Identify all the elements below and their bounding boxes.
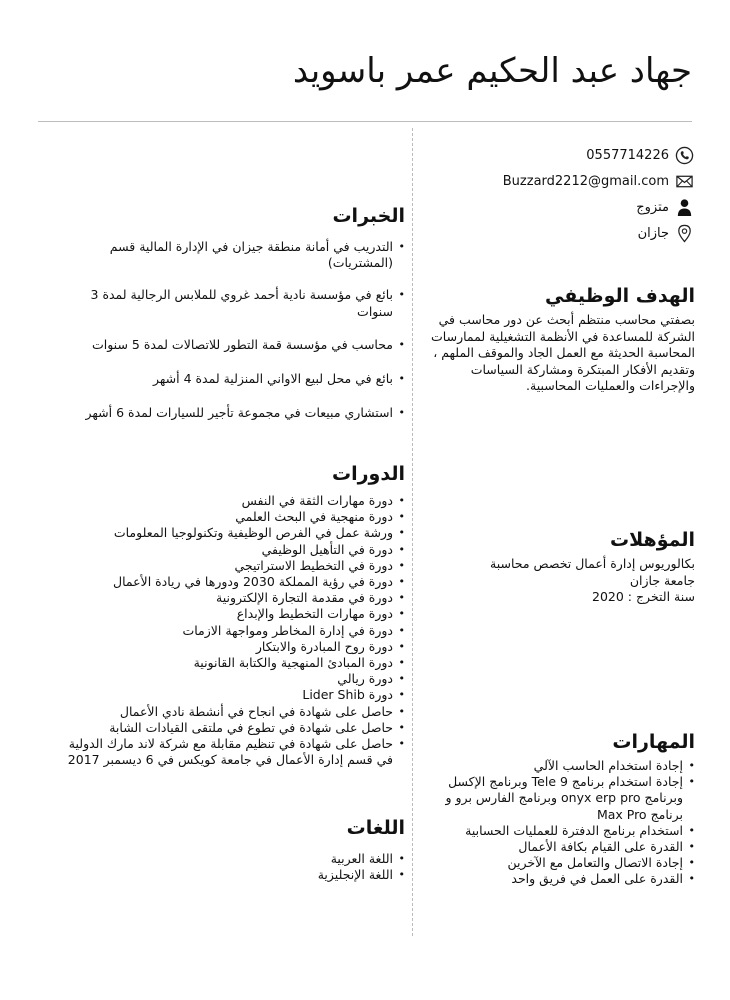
languages-list [60, 851, 405, 883]
email-row [503, 169, 695, 193]
course-item: • دورة منهجية في البحث العلمي [60, 509, 405, 525]
marital-row [636, 195, 695, 219]
course-item: • دورة في مقدمة التجارة الإلكترونية [60, 590, 405, 606]
language-item: • اللغة الإنجليزية [60, 867, 405, 883]
phone-icon [673, 144, 695, 166]
qualifications-text [425, 556, 695, 606]
skills-list [425, 758, 695, 888]
course-item: • دورة في التأهيل الوظيفي [60, 542, 405, 558]
marital-status: متزوج [636, 199, 669, 215]
skill-item: • القدرة على العمل في فريق واحد [425, 871, 695, 887]
qualification-university: جامعة جازان [629, 572, 695, 588]
course-item: • دورة مهارات التخطيط والإبداع [60, 606, 405, 622]
location: جازان [637, 225, 669, 241]
objective-line: بصفتي محاسب منتظم أبحث عن دور محاسب في [438, 312, 695, 327]
column-divider [412, 128, 413, 936]
course-item: • دورة مهارات الثقة في النفس [60, 493, 405, 509]
course-item: • حاصل على شهادة في تطوع في ملتقى القيادات الشابة [60, 720, 405, 736]
course-item: • حاصل على شهادة في انجاح في أنشطة نادي الأعمال [60, 704, 405, 720]
experience-item: • محاسب في مؤسسة قمة التطور للاتصالات لمدة 5 سنوات [60, 337, 405, 353]
experience-list [60, 239, 405, 438]
qualification-degree: بكالوريوس إدارة أعمال تخصص محاسبة [490, 556, 695, 571]
location-pin-icon [673, 222, 695, 244]
phone-row [586, 143, 695, 167]
courses-list [60, 493, 405, 768]
person-icon [673, 196, 695, 218]
experience-item: • بائع في مؤسسة نادية أحمد غروي للملابس الرجالية لمدة 3 سنوات [60, 287, 405, 319]
course-item: • دورة ريالي [60, 671, 405, 687]
languages-heading: اللغات [346, 817, 405, 839]
resume-name: جهاد عبد الحكيم عمر باسويد [292, 51, 692, 91]
objective-heading: الهدف الوظيفي [545, 285, 695, 307]
course-item: • ورشة عمل في الفرص الوظيفية وتكنولوجيا المعلومات [60, 525, 405, 541]
phone-number[interactable]: 0557714226 [586, 147, 669, 163]
objective-line: المحاسبة الحديثة مع العمل الجاد والموقف الملهم ، [433, 345, 695, 360]
email-address[interactable]: Buzzard2212@gmail.com [502, 173, 669, 189]
course-item: • دورة روح المبادرة والابتكار [60, 639, 405, 655]
course-item: • دورة في التخطيط الاستراتيجي [60, 558, 405, 574]
experience-item: • استشاري مبيعات في مجموعة تأجير للسيارات لمدة 6 أشهر [60, 405, 405, 421]
courses-heading: الدورات [332, 463, 405, 485]
skill-item: • القدرة على القيام بكافة الأعمال [425, 839, 695, 855]
location-row [638, 221, 695, 245]
qualification-year: سنة التخرج : 2020 [592, 589, 695, 604]
header-divider [38, 121, 692, 122]
experience-heading: الخبرات [332, 205, 405, 227]
course-item: • دورة في رؤية المملكة 2030 ودورها في ريادة الأعمال [60, 574, 405, 590]
course-item: • دورة Lider Shib [60, 687, 405, 703]
course-item: • حاصل على شهادة في تنظيم مقابلة مع شركة لاند مارك الدولية في قسم إدارة الأعمال في جامعة كويكس في 6 ديسمبر 2017 [60, 736, 405, 768]
qualifications-heading: المؤهلات [610, 529, 695, 551]
skill-item: • إجادة استخدام الحاسب الآلي [425, 758, 695, 774]
skill-item: • استخدام برنامج الدفترة للعمليات الحسابية [425, 823, 695, 839]
skill-item: • إجادة الاتصال والتعامل مع الآخرين [425, 855, 695, 871]
skill-item: • إجادة استخدام برنامج Tele 9 وبرنامج الإكسل وبرنامج onyx erp pro وبرنامج الفارس برو و برنامج Max Pro [425, 774, 695, 823]
experience-item: • التدريب في أمانة منطقة جيزان في الإدارة المالية قسم (المشتريات) [60, 239, 405, 271]
objective-line: الشركة للمساعدة في الأنظمة التشغيلية لممارسات [431, 328, 695, 344]
experience-item: • بائع في محل لبيع الاواني المنزلية لمدة 4 أشهر [60, 371, 405, 387]
envelope-icon [673, 170, 695, 192]
course-item: • دورة في إدارة المخاطر ومواجهة الازمات [60, 623, 405, 639]
objective-line: والإجراءات والعمليات المحاسبية. [526, 378, 695, 393]
language-item: • اللغة العربية [60, 851, 405, 867]
course-item: • دورة المبادئ المنهجية والكتابة القانونية [60, 655, 405, 671]
skills-heading: المهارات [612, 731, 695, 753]
objective-text [425, 312, 695, 395]
objective-line: وتقديم الأفكار المبتكرة ومشاركة السياسات [470, 361, 695, 377]
